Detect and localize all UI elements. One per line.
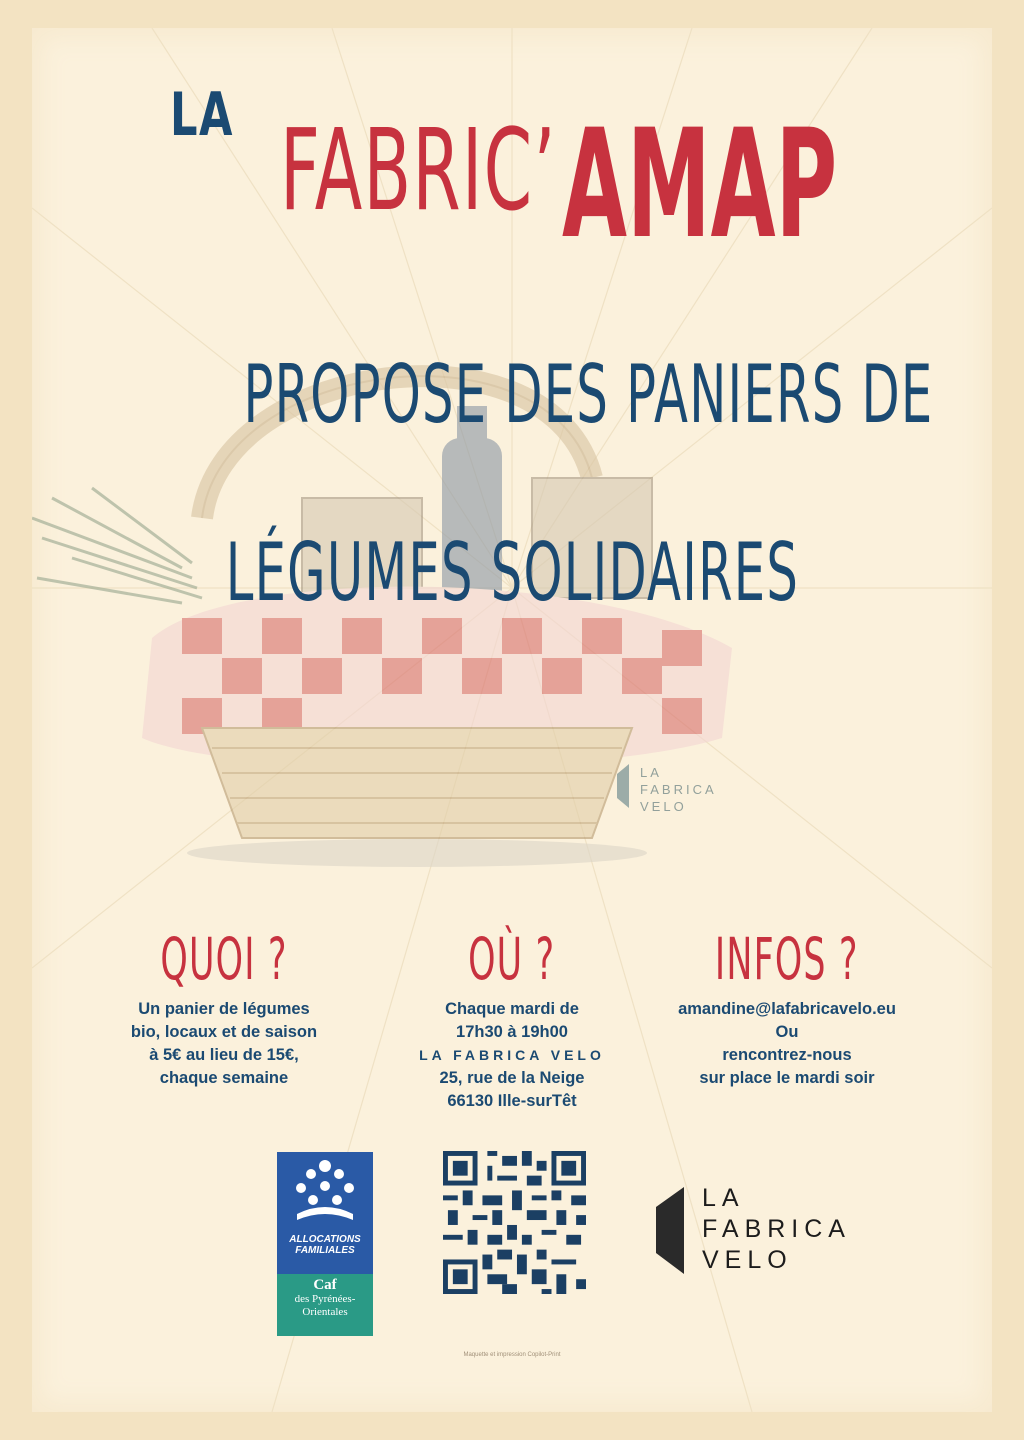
logo-line-1: LA <box>702 1184 745 1212</box>
subtitle-line-1: PROPOSE DES PANIERS DE <box>243 348 934 441</box>
watermark-logo <box>617 764 737 824</box>
infos-heading: INFOS ? <box>715 925 859 993</box>
quoi-line-2: bio, locaux et de saison <box>130 1023 318 1041</box>
ou-heading: OÙ ? <box>468 925 556 993</box>
watermark-line-1: LA <box>640 765 662 780</box>
ou-line-1: Chaque mardi de <box>445 1000 579 1018</box>
caf-logo <box>277 1152 373 1336</box>
infos-line-4: sur place le mardi soir <box>699 1069 875 1087</box>
quoi-line-1: Un panier de légumes <box>138 1000 310 1018</box>
fabrica-velo-logo <box>654 1183 904 1278</box>
logo-line-2: FABRICA <box>702 1215 851 1243</box>
poster <box>32 28 992 1412</box>
title-la: LA <box>170 80 234 150</box>
ou-venue: LA FABRICA VELO <box>419 1047 605 1063</box>
logo-line-3: VELO <box>702 1246 793 1274</box>
infos-column <box>622 920 952 1090</box>
caf-region-2: Orientales <box>302 1306 348 1318</box>
caf-brand: Caf <box>313 1277 337 1293</box>
quoi-heading: QUOI ? <box>160 925 288 993</box>
infos-email[interactable]: amandine@lafabricavelo.eu <box>678 1000 896 1018</box>
caf-line-1: ALLOCATIONS <box>289 1234 361 1245</box>
title-amap: AMAP <box>562 98 838 272</box>
infos-line-2: Ou <box>775 1023 799 1041</box>
fabrica-velo-logo-icon <box>654 1183 694 1278</box>
caf-family-icon <box>277 1152 373 1232</box>
ou-line-4: 25, rue de la Neige <box>439 1069 585 1087</box>
quoi-line-3: à 5€ au lieu de 15€, <box>149 1046 299 1064</box>
ou-column <box>362 920 662 1113</box>
subtitle-line-2: LÉGUMES SOLIDAIRES <box>225 526 799 619</box>
quoi-line-4: chaque semaine <box>159 1069 289 1087</box>
watermark-line-2: FABRICA <box>640 782 717 797</box>
watermark-logo-icon <box>617 764 637 808</box>
ou-line-2: 17h30 à 19h00 <box>456 1023 568 1041</box>
infos-line-3: rencontrez-nous <box>722 1046 852 1064</box>
print-credit: Maquette et impression Copilot-Print <box>463 1352 561 1358</box>
watermark-line-3: VELO <box>640 799 687 814</box>
title-fabric: FABRIC’ <box>280 106 557 236</box>
caf-region-1: des Pyrénées- <box>294 1293 356 1305</box>
quoi-column <box>74 920 374 1090</box>
caf-line-2: FAMILIALES <box>295 1245 355 1256</box>
qr-code[interactable] <box>443 1151 586 1294</box>
ou-line-5: 66130 Ille-surTêt <box>447 1092 577 1110</box>
